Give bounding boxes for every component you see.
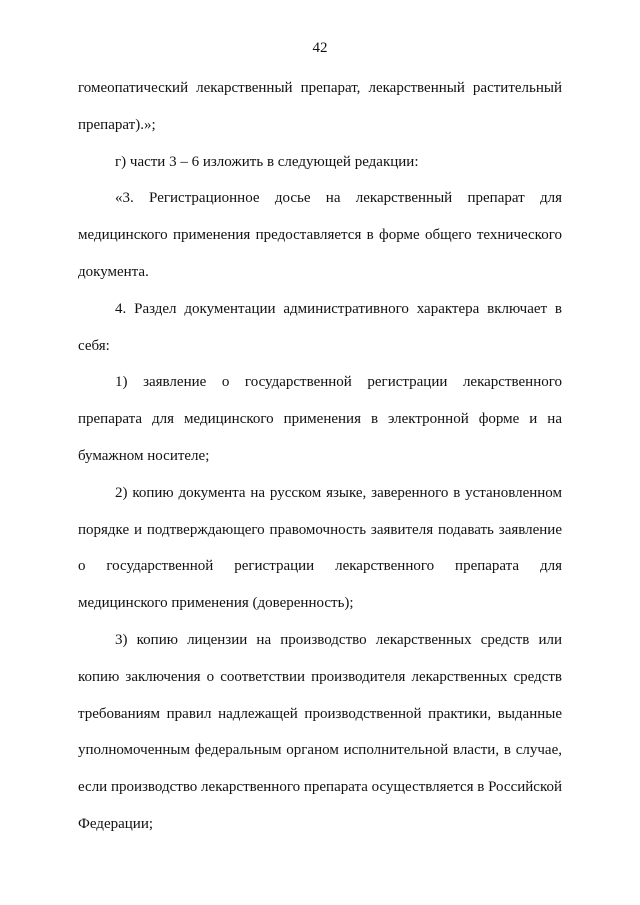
text-line: 2) копию документа на русском языке, заверенного в установленном xyxy=(115,484,562,501)
document-body xyxy=(78,70,562,843)
text-line: бумажном носителе; xyxy=(78,447,210,464)
text-line: 1) заявление о государственной регистрации лекарственного xyxy=(115,374,562,391)
text-line: 4. Раздел документации административного характера включает в xyxy=(115,300,562,317)
text-line: г) части 3 – 6 изложить в следующей редакции: xyxy=(115,153,419,170)
text-line: копию заключения о соответствии производителя лекарственных средств xyxy=(78,668,562,685)
text-line: «3. Регистрационное досье на лекарственный препарат для xyxy=(115,190,562,207)
text-line: медицинского применения предоставляется в форме общего технического xyxy=(78,227,562,244)
text-line: о государственной регистрации лекарственного препарата для xyxy=(78,558,562,575)
text-line: медицинского применения (доверенность); xyxy=(78,595,354,612)
text-line: гомеопатический лекарственный препарат, лекарственный растительный xyxy=(78,80,562,96)
text-line: препарата для медицинского применения в электронной форме и на xyxy=(78,411,562,428)
text-line: уполномоченным федеральным органом исполнительной власти, в случае, xyxy=(78,742,562,759)
text-line: требованиям правил надлежащей производственной практики, выданные xyxy=(78,705,562,722)
text-line: Федерации; xyxy=(78,815,154,832)
text-line: порядке и подтверждающего правомочность заявителя подавать заявление xyxy=(78,521,562,538)
text-line: 3) копию лицензии на производство лекарственных средств или xyxy=(115,631,562,648)
page-number: 42 xyxy=(312,40,328,56)
text-line: препарат).»; xyxy=(78,116,156,133)
text-line: документа. xyxy=(78,263,149,280)
text-line: если производство лекарственного препарата осуществляется в Российской xyxy=(78,779,563,796)
text-line: себя: xyxy=(78,337,110,354)
